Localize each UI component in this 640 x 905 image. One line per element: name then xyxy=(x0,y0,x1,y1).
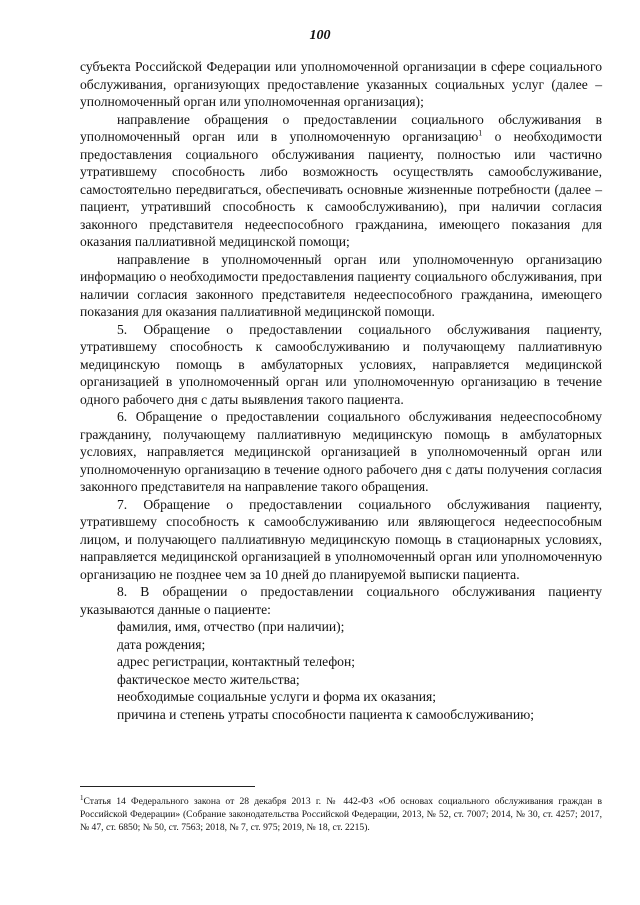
footnote-reference: 1 xyxy=(478,128,483,138)
footnote-divider xyxy=(80,786,255,787)
page-number: 100 xyxy=(309,28,331,43)
list-item: дата рождения; xyxy=(117,636,206,652)
footnote xyxy=(80,795,602,834)
footnote-text: Статья 14 Федерального закона от 28 декабря 2013 г. № 442-ФЗ «Об основах социального обслуживания граждан в Российской Федерации» (Собрание законодательства Российской Федерации, 2013, № 52, ст. 7007; 2014, № 30, ст. 4257; 2017, № 47, ст. 6850; № 50, ст. 7563; 2018, № 7, ст. 975; 2019, № 18, ст. 2215). xyxy=(80,796,602,833)
list-item: необходимые социальные услуги и форма их оказания; xyxy=(117,689,437,704)
list-item: причина и степень утраты способности пациента к самообслуживанию; xyxy=(117,706,535,722)
list-item: адрес регистрации, контактный телефон; xyxy=(117,654,356,669)
footnote-marker: 1 xyxy=(80,793,84,802)
paragraph-item-7: 7. Обращение о предоставлении социального обслуживания пациенту, утратившему способность к самообслуживанию или являющегося недееспособным лицом, и получающего паллиативную медицинскую помощь в стационарных условиях, направляется медицинской организацией в уполномоченный орган или уполномоченную организацию не позднее чем за 10 дней до планируемой выписки пациента. xyxy=(80,496,602,582)
paragraph-text: направление обращения о предоставлении социального обслуживания в уполномоченный орган или в уполномоченную организацию xyxy=(80,111,602,144)
paragraph-continuation: субъекта Российской Федерации или уполномоченной организации в сфере социального обслуживания, организующих предоставление указанных социальных услуг (далее – уполномоченный орган или уполномоченная организация); xyxy=(80,59,602,109)
paragraph-referral-request xyxy=(80,111,602,251)
paragraph-item-8: 8. В обращении о предоставлении социального обслуживания пациенту указываются данные о пациенте: xyxy=(80,584,602,617)
paragraph-item-5: 5. Обращение о предоставлении социального обслуживания пациенту, утратившему способность к самообслуживанию и получающему паллиативную медицинскую помощь в амбулаторных условиях, направляется медицинской организацией в уполномоченный орган или уполномоченную организацию в течение одного рабочего дня с даты выявления такого пациента. xyxy=(80,321,602,407)
document-body xyxy=(80,58,602,723)
paragraph-referral-information: направление в уполномоченный орган или уполномоченную организацию информацию о необходимости предоставления пациенту социального обслуживания, при наличии согласия законного представителя недееспособного гражданина, имеющего показания для оказания паллиативной медицинской помощи. xyxy=(80,251,602,319)
list-item: фактическое место жительства; xyxy=(117,671,300,687)
list-item: фамилия, имя, отчество (при наличии); xyxy=(117,619,345,634)
paragraph-item-6: 6. Обращение о предоставлении социального обслуживания недееспособному гражданину, получающему паллиативную медицинскую помощь в амбулаторных условиях, направляется медицинской организацией в уполномоченный орган или уполномоченную организацию в течение одного рабочего дня с даты получения согласия законного представителя на направление такого обращения. xyxy=(80,409,602,494)
paragraph-text: о необходимости предоставления социального обслуживания пациенту, полностью или частично утратившему способность либо возможность осуществлять самообслуживание, самостоятельно передвигаться, обеспечивать основные жизненные потребности (далее – пациент, утративший способность к самообслуживанию), при наличии согласия законного представителя недееспособного гражданина, имеющего показания для оказания паллиативной медицинской помощи; xyxy=(80,129,602,249)
